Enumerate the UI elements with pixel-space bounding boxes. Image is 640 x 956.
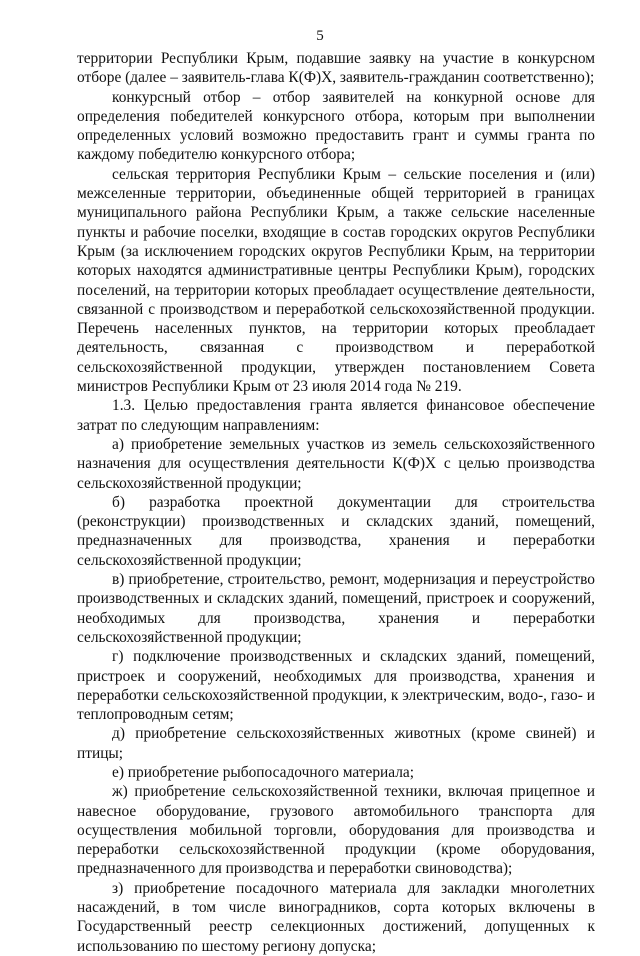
list-item-g: г) подключение производственных и складских зданий, помещений, пристроек и сооружений, необходимых для производства, хранения и переработки сельскохозяйственной продукции, к электрическим, водо-, газо- и теплопроводным сетям;: [77, 648, 595, 724]
list-item-zh: ж) приобретение сельскохозяйственной техники, включая прицепное и навесное оборудование, грузового автомобильного транспорта для осуществления мобильной торговли, оборудования для производства и переработки сельскохозяйственной продукции (кроме оборудования, предназначенного для производства и переработки свиноводства);: [77, 783, 595, 878]
clause-1-3: 1.3. Целью предоставления гранта является финансовое обеспечение затрат по следующим направлениям:: [77, 397, 595, 434]
list-item-z: з) приобретение посадочного материала для закладки многолетних насаждений, в том числе виноградников, сорта которых включены в Государственный реестр селекционных достижений, допущенных к использованию по шестому региону допуска;: [77, 879, 595, 955]
list-item-v: в) приобретение, строительство, ремонт, модернизация и переустройство производственных и складских зданий, помещений, пристроек и сооружений, необходимых для производства, хранения и переработки сельскохозяйственной продукции;: [77, 571, 595, 646]
list-item-d: д) приобретение сельскохозяйственных животных (кроме свиней) и птицы;: [77, 725, 595, 762]
page-number: 5: [316, 28, 324, 44]
list-item-e: е) приобретение рыбопосадочного материала;: [112, 763, 415, 781]
list-item-a: а) приобретение земельных участков из земель сельскохозяйственного назначения для осуществления деятельности К(Ф)Х с целью производства сельскохозяйственной продукции;: [77, 435, 595, 492]
paragraph-continuation: территории Республики Крым, подавшие заявку на участие в конкурсном отборе (далее – заявитель-глава К(Ф)Х, заявитель-гражданин соответственно);: [77, 50, 595, 87]
list-item-b: б) разработка проектной документации для строительства (реконструкции) производственных и складских зданий, помещений, предназначенных для производства, хранения и переработки сельскохозяйственной продукции;: [77, 493, 595, 569]
document-body: [77, 49, 595, 956]
definition-rural-territory: сельская территория Республики Крым – сельские поселения и (или) межселенные территории, объединенные общей территорией в границах муниципального района Республики Крым, а также сельские населенные пункты и рабочие поселки, входящие в состав городских округов Республики Крым (за исключением городских округов Республики Крым, на территории которых находятся административные центры Республики Крым), городских поселений, на территории которых преобладает осуществление деятельности, связанной с производством и переработкой сельскохозяйственной продукции. Перечень населенных пунктов, на территории которых преобладает деятельность, связанная с производством и переработкой сельскохозяйственной продукции, утвержден постановлением Совета министров Республики Крым от 23 июля 2014 года № 219.: [77, 165, 595, 396]
definition-competitive-selection: конкурсный отбор – отбор заявителей на конкурной основе для определения победителей конкурсного отбора, которым при выполнении определенных условий возможно предоставить грант и суммы гранта по каждому победителю конкурсного отбора;: [77, 88, 595, 164]
